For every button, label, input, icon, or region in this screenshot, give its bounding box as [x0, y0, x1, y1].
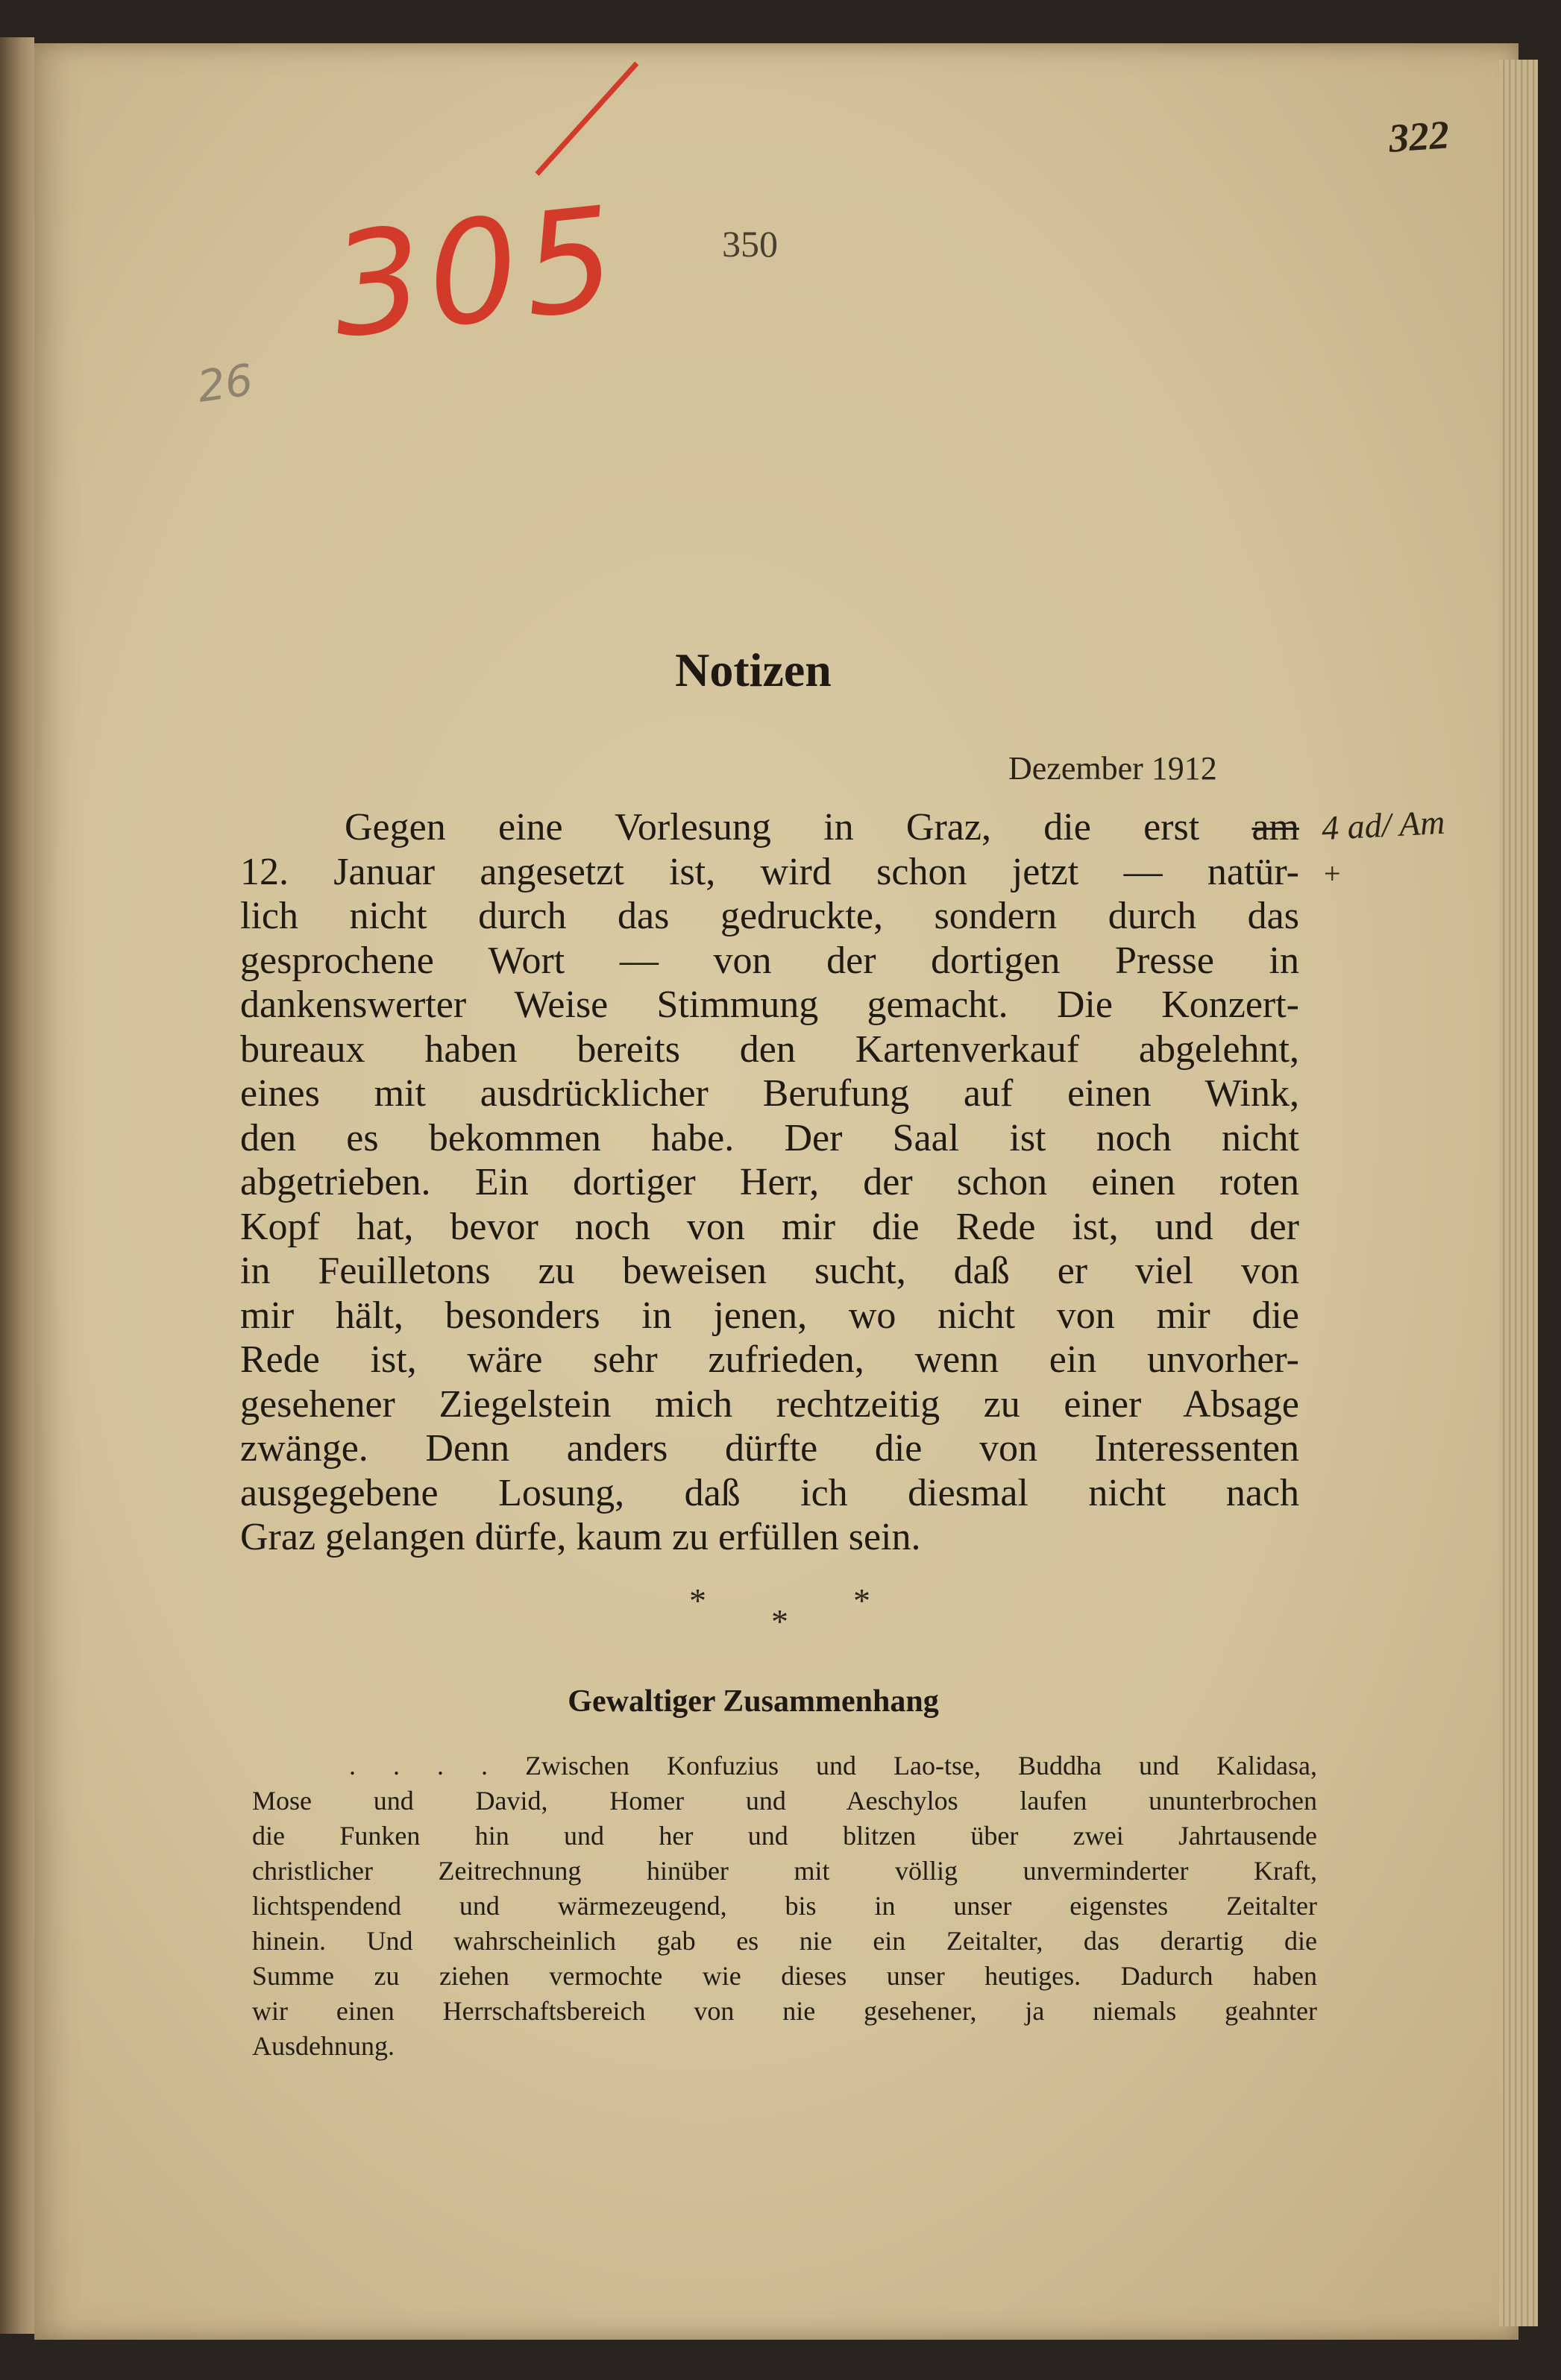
text-line: abgetrieben. Ein dortiger Herr, der schon einen roten: [240, 1161, 1299, 1203]
quote-line: lichtspendend und wärmezeugend, bis in unser eigenstes Zeitalter: [252, 1891, 1317, 1921]
text-line: zwänge. Denn anders dürfte die von Interessenten: [240, 1427, 1299, 1470]
section-title: Notizen: [675, 643, 832, 696]
text-line: gesprochene Wort — von der dortigen Presse in: [240, 939, 1299, 982]
text-line: in Feuilletons zu beweisen sucht, daß er viel von: [240, 1250, 1299, 1292]
asterism-divider: [686, 1581, 880, 1640]
quote-line: hinein. Und wahrscheinlich gab es nie ein Zeitalter, das derartig die: [252, 1926, 1317, 1956]
quote-line: Mose und David, Homer und Aeschylos laufen ununterbrochen: [252, 1786, 1317, 1816]
text-line: dankenswerter Weise Stimmung gemacht. Die Konzert-: [240, 983, 1299, 1026]
section-date: Dezember 1912: [1008, 750, 1217, 787]
quote-line: . . . . Zwischen Konfuzius und Lao-tse, Buddha und Kalidasa,: [349, 1751, 1317, 1781]
quote-line: Ausdehnung.: [252, 2031, 395, 2061]
subsection-title: Gewaltiger Zusammenhang: [568, 1684, 939, 1719]
text-line: Gegen eine Vorlesung in Graz, die erst am: [345, 806, 1299, 849]
struck-word: am: [1251, 806, 1299, 849]
quote-line: die Funken hin und her und blitzen über zwei Jahrtausende: [252, 1821, 1317, 1851]
asterisk: *: [853, 1581, 870, 1619]
text-line: den es bekommen habe. Der Saal ist noch nicht: [240, 1116, 1299, 1159]
text-line: mir hält, besonders in jenen, wo nicht von mir die: [240, 1294, 1299, 1337]
text-line: gesehener Ziegelstein mich rechtzeitig zu einer Absage: [240, 1382, 1299, 1426]
red-pencil-number: 305: [324, 175, 629, 370]
text-line: lich nicht durch das gedruckte, sondern durch das: [240, 895, 1299, 937]
margin-insert-mark: +: [1324, 857, 1341, 890]
page-number: 350: [722, 223, 778, 265]
archive-page-number: 322: [1387, 112, 1451, 161]
pencil-note: 26: [194, 354, 257, 412]
asterisk: *: [771, 1602, 788, 1640]
quote-paragraph: [252, 1748, 1317, 2064]
book-gutter: [0, 37, 34, 2334]
text-line: Kopf hat, bevor noch von mir die Rede ist, und der: [240, 1205, 1299, 1248]
quote-line: Summe zu ziehen vermochte wie dieses unser heutiges. Dadurch haben: [252, 1961, 1317, 1991]
text-line: 12. Januar angesetzt ist, wird schon jetzt — natür-: [240, 850, 1299, 893]
text-line: eines mit ausdrücklicher Berufung auf einen Wink,: [240, 1072, 1299, 1115]
page-edges: [1499, 60, 1538, 2326]
main-paragraph: [240, 805, 1299, 1560]
text-line: bureaux haben bereits den Kartenverkauf abgelehnt,: [240, 1027, 1299, 1071]
quote-line: christlicher Zeitrechnung hinüber mit völlig unverminderter Kraft,: [252, 1856, 1317, 1886]
handwritten-margin-note: 4 ad/ Am: [1320, 802, 1446, 848]
quote-line: wir einen Herrschaftsbereich von nie gesehener, ja niemals geahnter: [252, 1996, 1317, 2026]
text-line: Graz gelangen dürfe, kaum zu erfüllen sein.: [240, 1516, 921, 1558]
text-line: Rede ist, wäre sehr zufrieden, wenn ein unvorher-: [240, 1338, 1299, 1381]
text-line: ausgegebene Losung, daß ich diesmal nicht nach: [240, 1471, 1299, 1514]
asterisk: *: [689, 1581, 706, 1619]
